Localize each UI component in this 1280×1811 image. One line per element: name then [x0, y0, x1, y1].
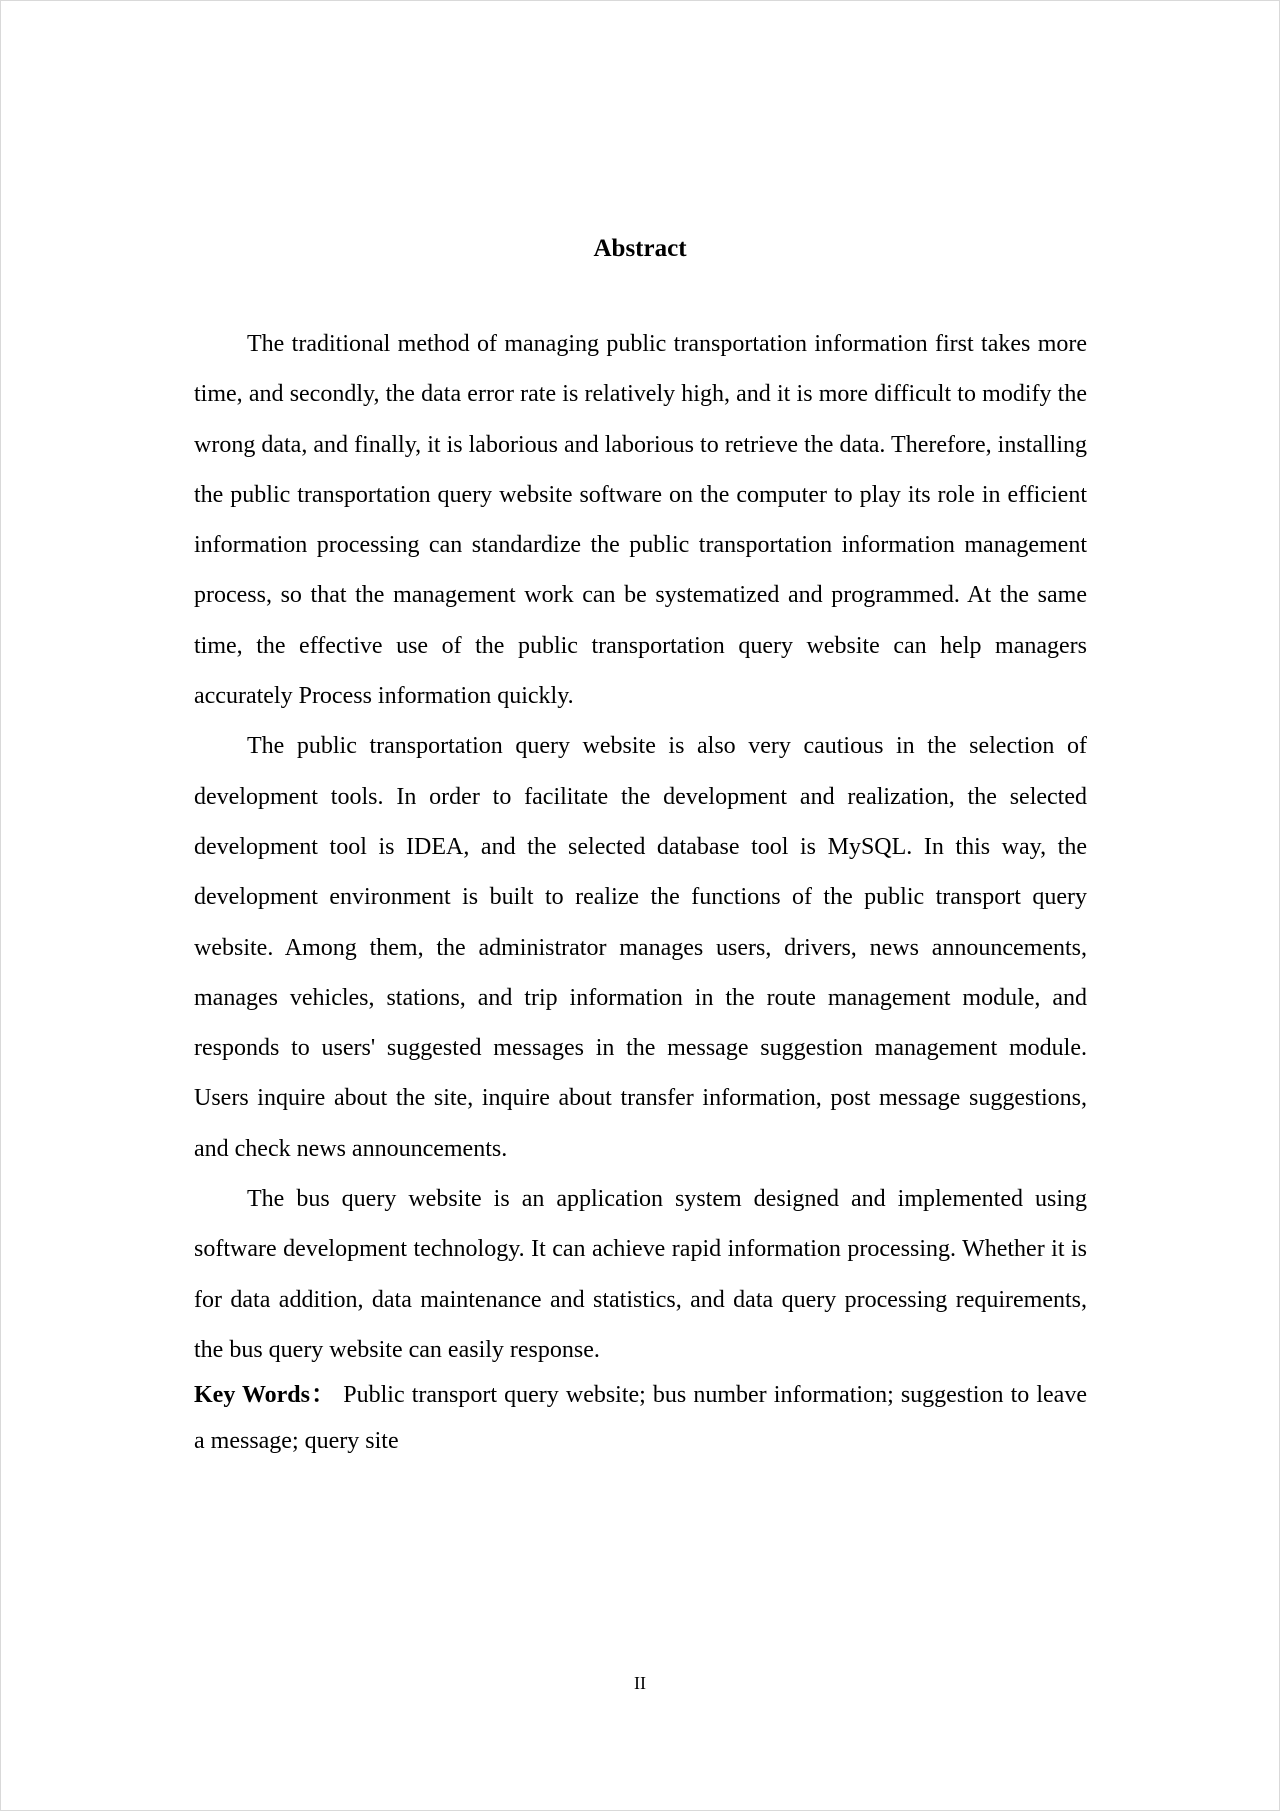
abstract-paragraph-2: The public transportation query website is also very cautious in the selection of development tools. In order to facilitate the development and realization, the selected development tool is IDEA, and the selected database tool is MySQL. In this way, the development environment is built to realize the functions of the public transport query website. Among them, the administrator manages users, drivers, news announcements, manages vehicles, stations, and trip information in the route management module, and responds to users' suggested messages in the message suggestion management module. Users inquire about the site, inquire about transfer information, post message suggestions, and check news announcements.	[194, 733, 1087, 1162]
keywords-label: Key Words：	[194, 1382, 337, 1409]
abstract-body	[194, 319, 1087, 1464]
abstract-paragraph-1: The traditional method of managing public transportation information first takes more time, and secondly, the data error rate is relatively high, and it is more difficult to modify the wrong data, and finally, it is laborious and laborious to retrieve the data. Therefore, installing the public transportation query website software on the computer to play its role in efficient information processing can standardize the public transportation information management process, so that the management work can be systematized and programmed. At the same time, the effective use of the public transportation query website can help managers accurately Process information quickly.	[194, 331, 1087, 710]
keywords-line	[194, 1372, 1087, 1464]
page-number: II	[634, 1673, 646, 1693]
abstract-title: Abstract	[593, 235, 687, 262]
keywords-text: Public transport query website; bus number information; suggestion to leave a message; query site	[194, 1382, 1087, 1455]
abstract-paragraph-3: The bus query website is an application system designed and implemented using software development technology. It can achieve rapid information processing. Whether it is for data addition, data maintenance and statistics, and data query processing requirements, the bus query website can easily response.	[194, 1186, 1087, 1363]
